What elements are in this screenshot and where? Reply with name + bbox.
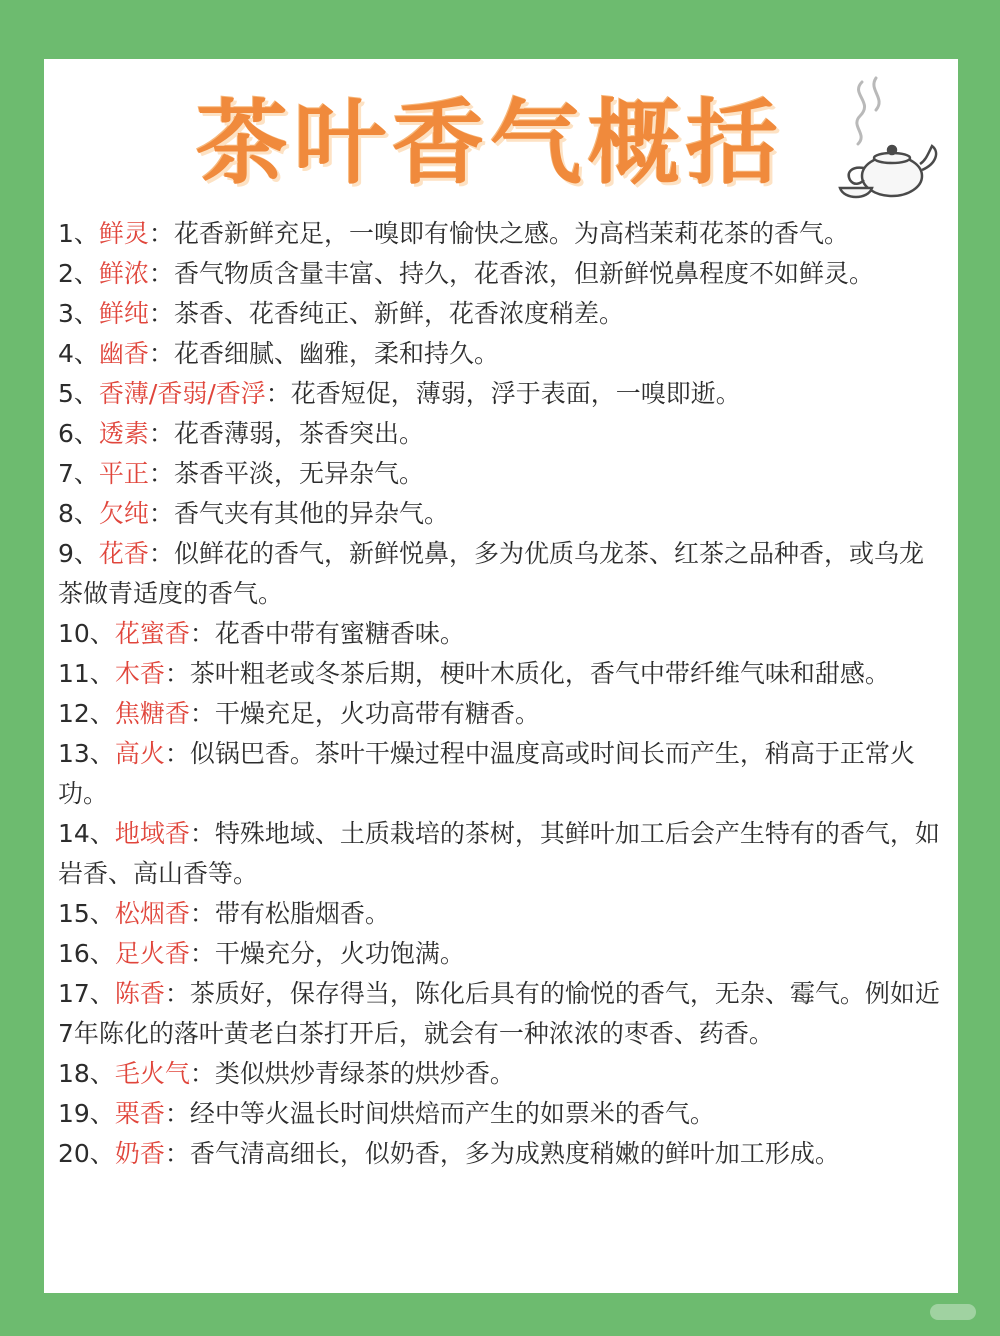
item-number: 15、 (58, 899, 115, 928)
item-number: 18、 (58, 1059, 115, 1088)
teapot-icon (832, 72, 942, 202)
item-description: 带有松脂烟香。 (214, 899, 390, 928)
item-description: 香气物质含量丰富、持久，花香浓，但新鲜悦鼻程度不如鲜灵。 (173, 259, 874, 288)
item-term: 地域香 (114, 819, 190, 848)
list-item (58, 494, 948, 534)
item-term: 花香 (98, 539, 149, 568)
item-colon: ： (164, 1139, 190, 1168)
item-term: 欠纯 (98, 499, 149, 528)
item-colon: ： (148, 259, 174, 288)
page-title: 茶叶香气概括 (195, 89, 784, 197)
item-term: 木香 (114, 659, 165, 688)
list-item (58, 974, 948, 1054)
item-number: 13、 (58, 739, 115, 768)
item-colon: ： (164, 1099, 190, 1128)
item-term: 足火香 (114, 939, 190, 968)
item-number: 16、 (58, 939, 115, 968)
item-description: 香气清高细长，似奶香，多为成熟度稍嫩的鲜叶加工形成。 (189, 1139, 840, 1168)
list-item (58, 294, 948, 334)
list-item (58, 454, 948, 494)
item-number: 8、 (58, 499, 99, 528)
item-number: 14、 (58, 819, 115, 848)
item-description: 花香短促，薄弱，浮于表面，一嗅即逝。 (290, 379, 741, 408)
item-term: 鲜灵 (98, 219, 149, 248)
watermark-badge (930, 1304, 976, 1320)
item-term: 平正 (98, 459, 149, 488)
item-colon: ： (189, 899, 215, 928)
list-item (58, 694, 948, 734)
item-number: 1、 (58, 219, 99, 248)
aroma-list (58, 214, 948, 1174)
item-description: 干燥充分，火功饱满。 (214, 939, 465, 968)
item-number: 7、 (58, 459, 99, 488)
item-number: 4、 (58, 339, 99, 368)
item-description: 香气夹有其他的异杂气。 (173, 499, 449, 528)
list-item (58, 614, 948, 654)
item-term: 花蜜香 (114, 619, 190, 648)
item-description: 似锅巴香。茶叶干燥过程中温度高或时间长而产生，稍高于正常火功。 (58, 739, 915, 808)
item-number: 10、 (58, 619, 115, 648)
item-colon: ： (189, 819, 215, 848)
item-description: 特殊地域、土质栽培的茶树，其鲜叶加工后会产生特有的香气，如岩香、高山香等。 (58, 819, 940, 888)
item-term: 幽香 (98, 339, 149, 368)
item-colon: ： (148, 299, 174, 328)
item-number: 12、 (58, 699, 115, 728)
item-colon: ： (189, 699, 215, 728)
list-item (58, 1134, 948, 1174)
item-description: 干燥充足，火功高带有糖香。 (214, 699, 540, 728)
item-term: 陈香 (114, 979, 165, 1008)
item-term: 香薄/香弱/香浮 (98, 379, 266, 408)
item-description: 茶香、花香纯正、新鲜，花香浓度稍差。 (173, 299, 624, 328)
item-term: 松烟香 (114, 899, 190, 928)
item-colon: ： (148, 499, 174, 528)
item-term: 毛火气 (114, 1059, 190, 1088)
item-number: 11、 (58, 659, 115, 688)
item-term: 鲜浓 (98, 259, 149, 288)
item-number: 19、 (58, 1099, 115, 1128)
list-item (58, 534, 948, 614)
item-colon: ： (189, 939, 215, 968)
item-description: 茶香平淡，无异杂气。 (173, 459, 424, 488)
item-description: 茶质好，保存得当，陈化后具有的愉悦的香气，无杂、霉气。例如近7年陈化的落叶黄老白茶打开后，就会有一种浓浓的枣香、药香。 (58, 979, 940, 1048)
item-description: 似鲜花的香气，新鲜悦鼻，多为优质乌龙茶、红茶之品种香，或乌龙茶做青适度的香气。 (58, 539, 924, 608)
list-item (58, 414, 948, 454)
list-item (58, 1054, 948, 1094)
item-term: 奶香 (114, 1139, 165, 1168)
item-number: 20、 (58, 1139, 115, 1168)
item-colon: ： (164, 979, 190, 1008)
list-item (58, 934, 948, 974)
item-description: 经中等火温长时间烘焙而产生的如票米的香气。 (189, 1099, 715, 1128)
item-colon: ： (148, 339, 174, 368)
list-item (58, 374, 948, 414)
item-term: 焦糖香 (114, 699, 190, 728)
item-term: 栗香 (114, 1099, 165, 1128)
list-item (58, 1094, 948, 1134)
list-item (58, 734, 948, 814)
item-description: 花香新鲜充足，一嗅即有愉快之感。为高档茉莉花茶的香气。 (173, 219, 849, 248)
item-colon: ： (148, 459, 174, 488)
item-colon: ： (164, 739, 190, 768)
item-colon: ： (148, 419, 174, 448)
item-colon: ： (189, 1059, 215, 1088)
item-colon: ： (189, 619, 215, 648)
list-item (58, 334, 948, 374)
item-colon: ： (148, 219, 174, 248)
list-item (58, 654, 948, 694)
item-term: 鲜纯 (98, 299, 149, 328)
item-description: 类似烘炒青绿茶的烘炒香。 (214, 1059, 515, 1088)
item-number: 9、 (58, 539, 99, 568)
list-item (58, 214, 948, 254)
item-description: 花香细腻、幽雅，柔和持久。 (173, 339, 499, 368)
item-colon: ： (265, 379, 291, 408)
item-number: 3、 (58, 299, 99, 328)
item-number: 5、 (58, 379, 99, 408)
item-term: 高火 (114, 739, 165, 768)
item-number: 6、 (58, 419, 99, 448)
list-item (58, 814, 948, 894)
item-colon: ： (148, 539, 174, 568)
item-colon: ： (164, 659, 190, 688)
item-description: 花香薄弱，茶香突出。 (173, 419, 424, 448)
list-item (58, 254, 948, 294)
list-item (58, 894, 948, 934)
item-number: 17、 (58, 979, 115, 1008)
item-description: 茶叶粗老或冬茶后期，梗叶木质化，香气中带纤维气味和甜感。 (189, 659, 890, 688)
steam-icon (857, 78, 879, 144)
item-term: 透素 (98, 419, 149, 448)
item-description: 花香中带有蜜糖香味。 (214, 619, 465, 648)
item-number: 2、 (58, 259, 99, 288)
